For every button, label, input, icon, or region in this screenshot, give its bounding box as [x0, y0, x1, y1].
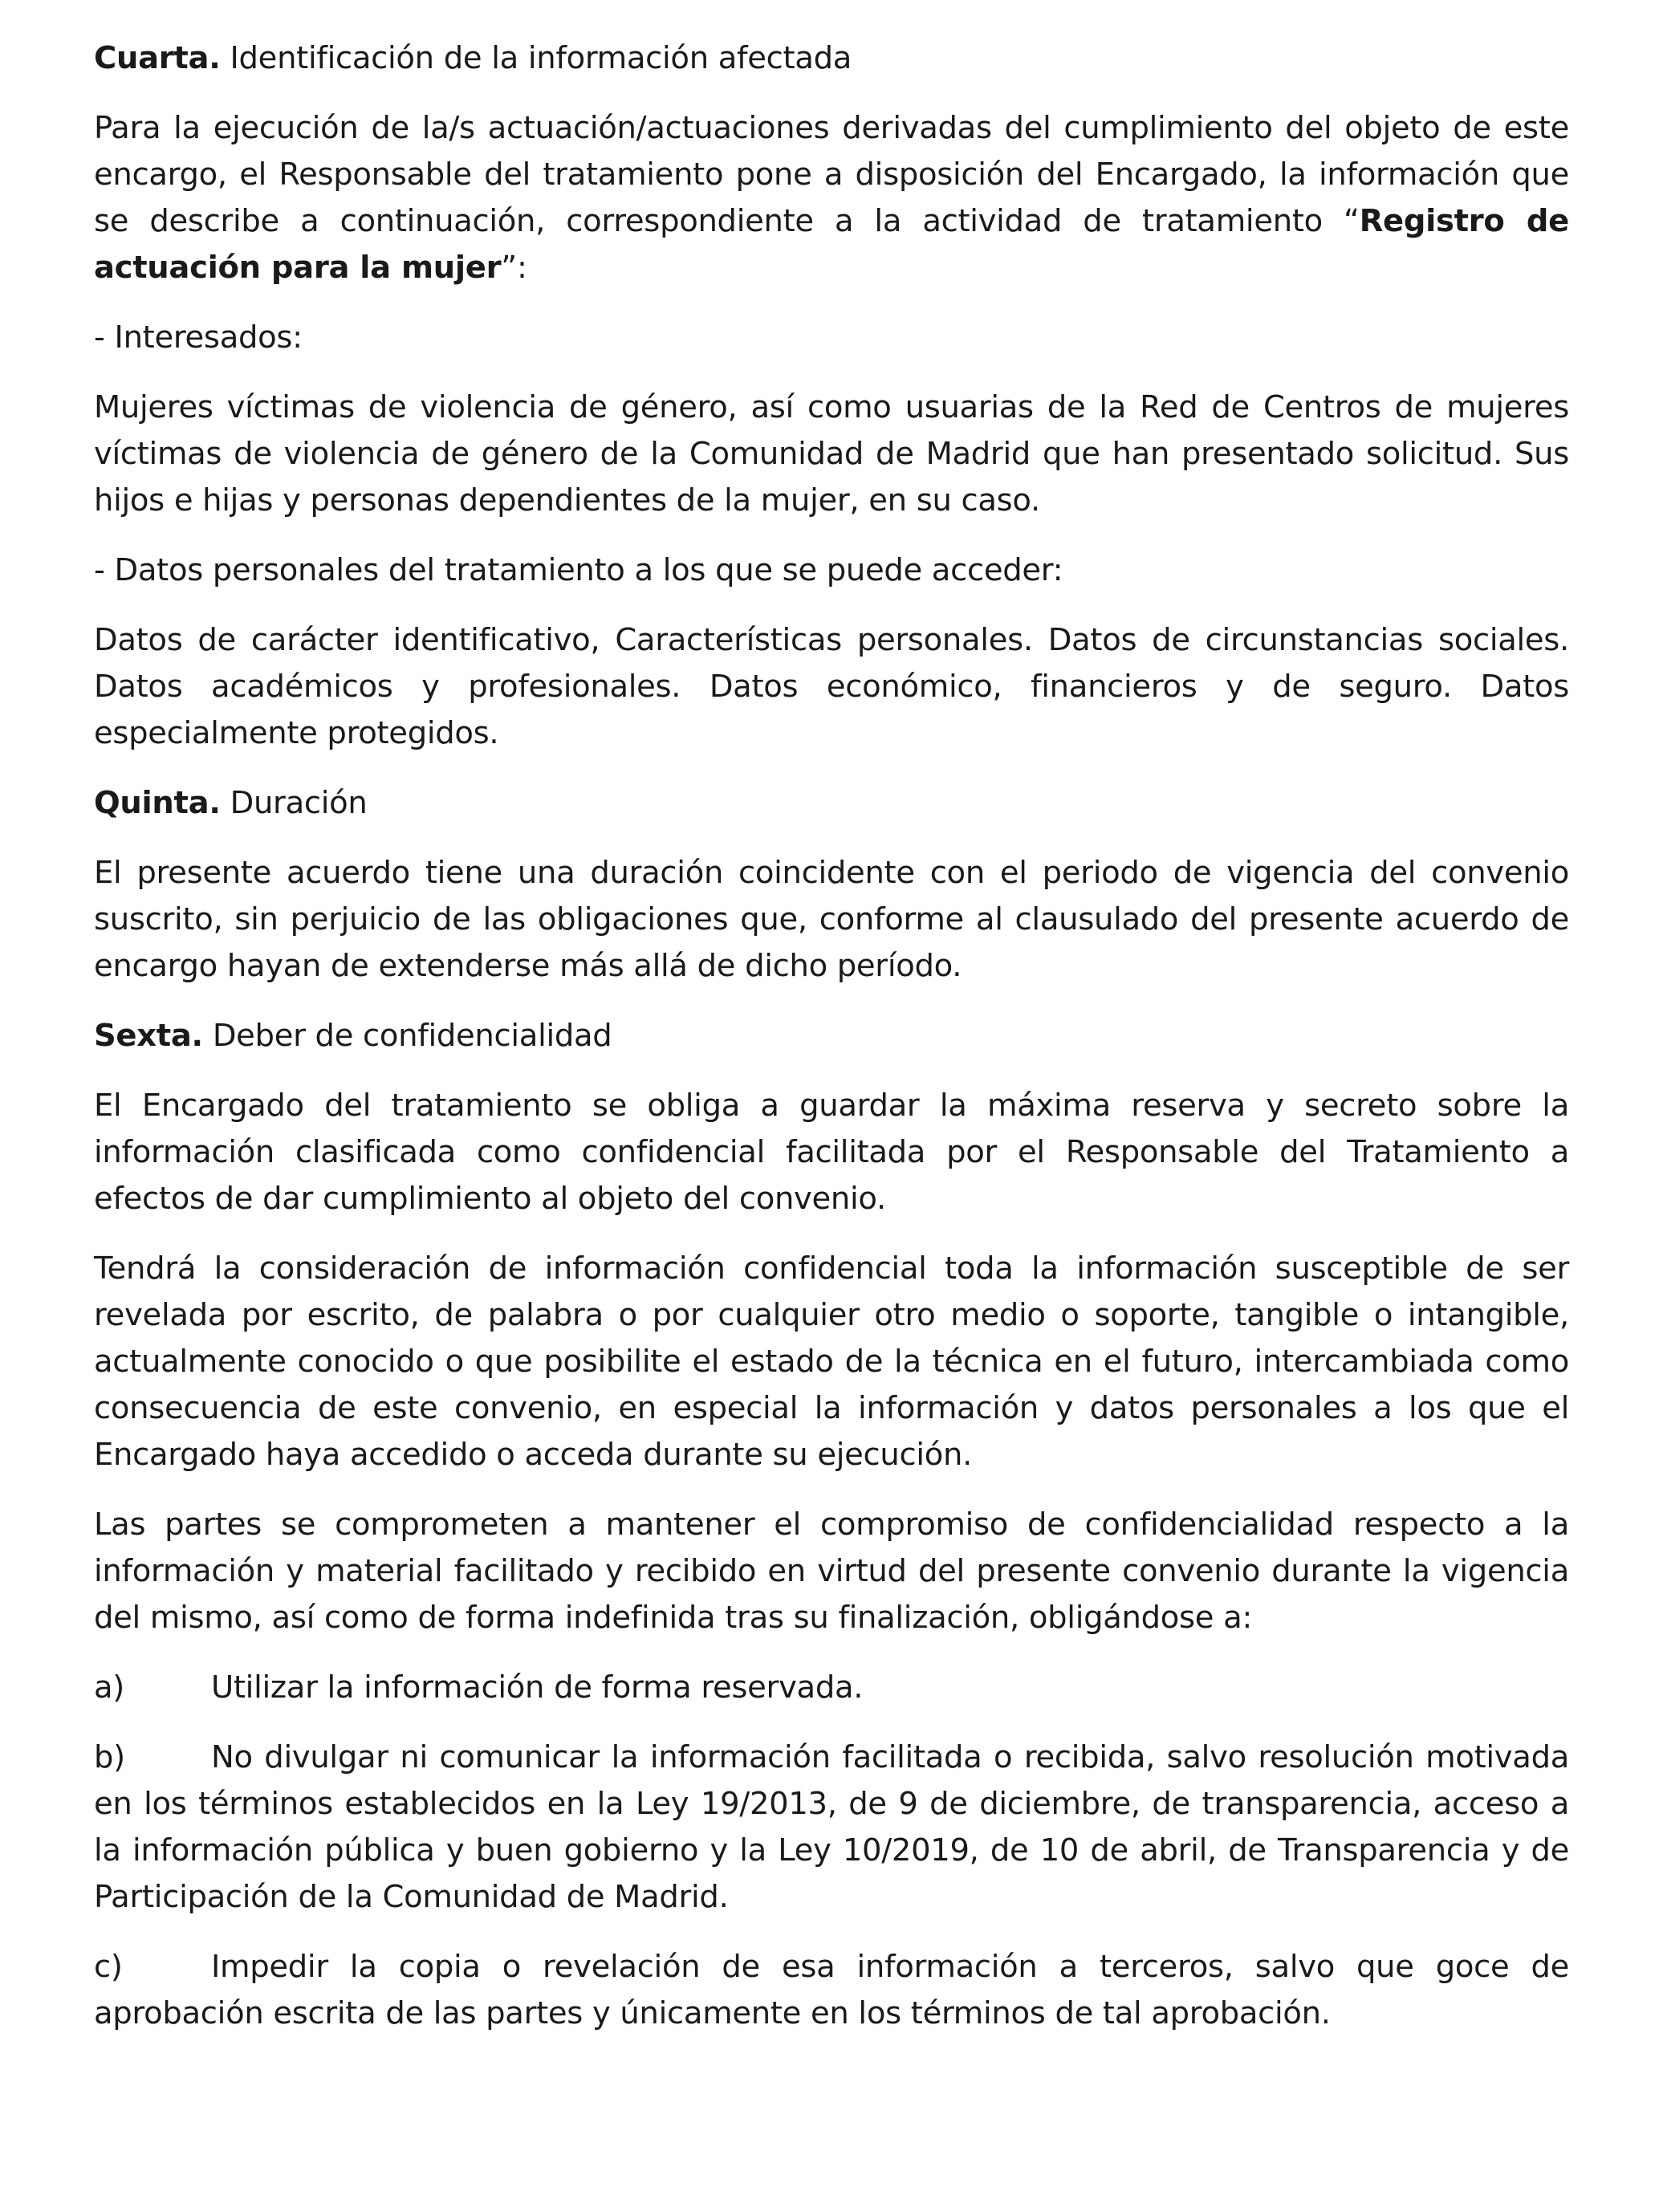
cuarta-paragraph-start: Para la ejecución de la/s actuación/actuaciones derivadas del cumplimiento del objeto de este encargo, el Responsable del tratamiento pone a disposición del Encargado, la información que se describe a continuación, correspondiente a la actividad de tratamiento “	[94, 110, 1569, 239]
quinta-text: El presente acuerdo tiene una duración coincidente con el periodo de vigencia del convenio suscrito, sin perjuicio de las obligaciones que, conforme al clausulado del presente acuerdo de encargo hayan de extenderse más allá de dicho período.	[94, 855, 1569, 984]
quinta-heading-title: Duración	[220, 785, 368, 821]
quinta-heading-label: Quinta.	[94, 785, 221, 821]
cuarta-paragraph-end: ”:	[501, 250, 527, 286]
cuarta-heading-title: Identificación de la información afectada	[220, 40, 852, 76]
datos-text: Datos de carácter identificativo, Características personales. Datos de circunstancias sociales. Datos académicos y profesionales. Datos económico, financieros y de seguro. Datos especialmente protegidos.	[94, 622, 1569, 751]
interesados-label: - Interesados:	[94, 319, 303, 356]
cuarta-heading	[94, 35, 1569, 82]
sexta-heading	[94, 1013, 1569, 1059]
list-item-text: Utilizar la información de forma reservada.	[211, 1669, 864, 1706]
cuarta-paragraph	[94, 105, 1569, 291]
sexta-paragraph-3: Las partes se comprometen a mantener el compromiso de confidencialidad respecto a la información y material facilitado y recibido en virtud del presente convenio durante la vigencia del mismo, así como de forma indefinida tras su finalización, obligándose a:	[94, 1507, 1569, 1636]
list-item-text: No divulgar ni comunicar la información facilitada o recibida, salvo resolución motivada en los términos establecidos en la Ley 19/2013, de 9 de diciembre, de transparencia, acceso a la información pública y buen gobierno y la Ley 10/2019, de 10 de abril, de Transparencia y de Participación de la Comunidad de Madrid.	[94, 1739, 1569, 1915]
list-item-label: a)	[94, 1669, 125, 1706]
sexta-paragraph-1: El Encargado del tratamiento se obliga a guardar la máxima reserva y secreto sobre la información clasificada como confidencial facilitada por el Responsable del Tratamiento a efectos de dar cumplimiento al objeto del convenio.	[94, 1088, 1569, 1217]
quinta-heading	[94, 780, 1569, 827]
cuarta-heading-label: Cuarta.	[94, 40, 221, 76]
interesados-text: Mujeres víctimas de violencia de género, así como usuarias de la Red de Centros de mujeres víctimas de violencia de género de la Comunidad de Madrid que han presentado solicitud. Sus hijos e hijas y personas dependientes de la mujer, en su caso.	[94, 389, 1569, 518]
list-item-b	[94, 1734, 1569, 1921]
sexta-heading-label: Sexta.	[94, 1018, 203, 1054]
list-item-text: Impedir la copia o revelación de esa información a terceros, salvo que goce de aprobación escrita de las partes y únicamente en los términos de tal aprobación.	[94, 1949, 1569, 2031]
list-item-a	[94, 1665, 1569, 1711]
datos-label: - Datos personales del tratamiento a los que se puede acceder:	[94, 552, 1063, 588]
sexta-paragraph-2: Tendrá la consideración de información confidencial toda la información susceptible de ser revelada por escrito, de palabra o por cualquier otro medio o soporte, tangible o intangible, actualmente conocido o que posibilite el estado de la técnica en el futuro, intercambiada como consecuencia de este convenio, en especial la información y datos personales a los que el Encargado haya accedido o acceda durante su ejecución.	[94, 1250, 1569, 1473]
list-item-c	[94, 1944, 1569, 2037]
activity-name: Registro de actuación para la mujer	[94, 203, 1569, 286]
list-item-label: b)	[94, 1739, 125, 1775]
list-item-label: c)	[94, 1949, 123, 1985]
sexta-heading-title: Deber de confidencialidad	[202, 1018, 612, 1054]
document-page	[94, 35, 1569, 2060]
